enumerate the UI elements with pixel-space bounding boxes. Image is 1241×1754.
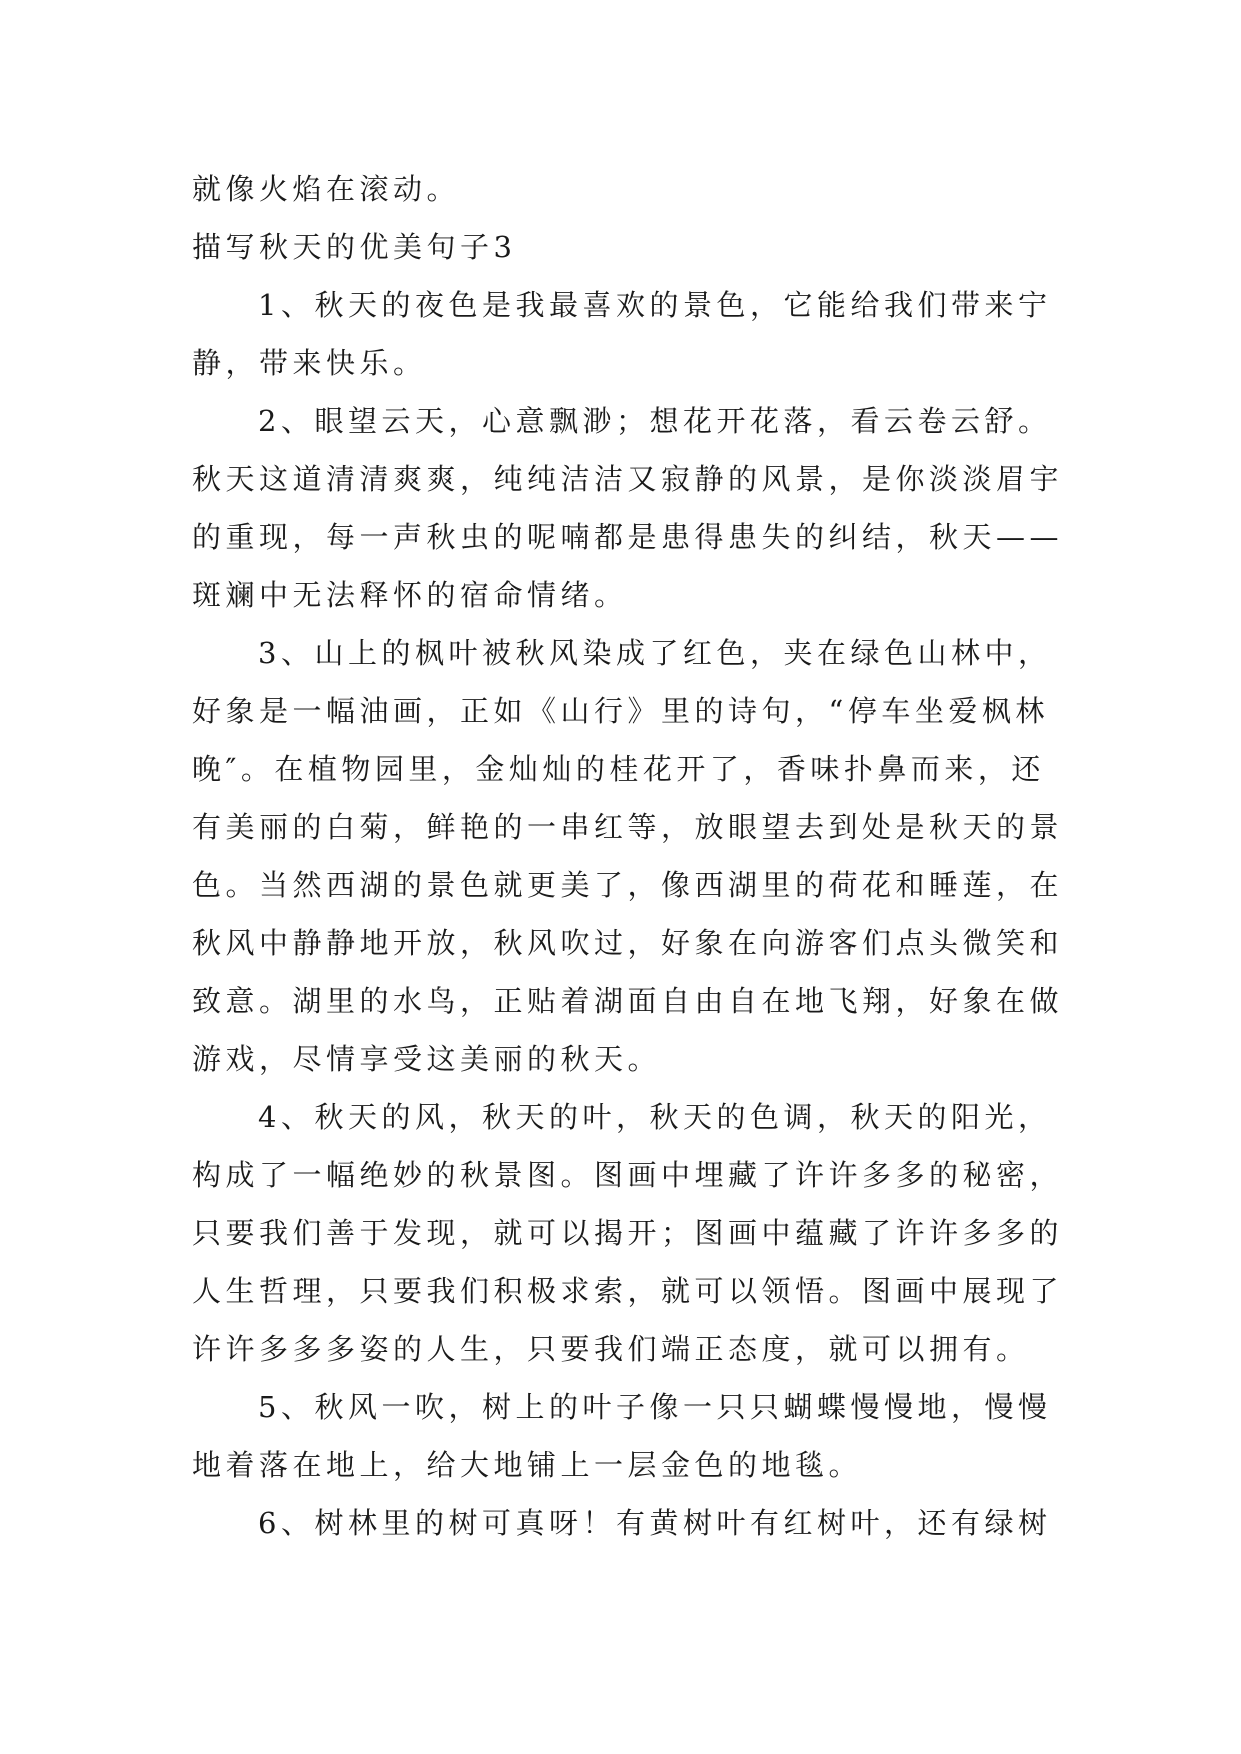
paragraph-3 [192,624,1062,1088]
text-line: 秋风中静静地开放，秋风吹过，好象在向游客们点头微笑和 [192,926,1064,960]
text-line: 的重现，每一声秋虫的呢喃都是患得患失的纠结，秋天—— [192,520,1064,554]
text-line: 有美丽的白菊，鲜艳的一串红等，放眼望去到处是秋天的景 [192,810,1064,844]
text-line: 只要我们善于发现，就可以揭开；图画中蕴藏了许许多多的 [192,1216,1064,1250]
text-line: 秋天这道清清爽爽，纯纯洁洁又寂静的风景，是你淡淡眉宇 [192,462,1064,496]
document-body [192,160,1062,1552]
paragraph-2 [192,392,1062,624]
text-line: 许许多多多姿的人生，只要我们端正态度，就可以拥有。 [192,1332,1030,1366]
paragraph-1 [192,276,1062,392]
paragraph-5 [192,1378,1062,1494]
text-line: 5、秋风一吹，树上的叶子像一只只蝴蝶慢慢地，慢慢 [258,1390,1052,1424]
paragraph-continuation [192,160,1062,218]
text-line: 就像火焰在滚动。 [192,172,461,206]
section-heading [192,218,1062,276]
text-line: 6、树林里的树可真呀！有黄树叶有红树叶，还有绿树 [258,1506,1052,1540]
text-line: 晚″。在植物园里，金灿灿的桂花开了，香味扑鼻而来，还 [192,752,1045,786]
paragraph-6 [192,1494,1062,1552]
text-line: 1、秋天的夜色是我最喜欢的景色，它能给我们带来宁 [258,288,1052,322]
text-line: 构成了一幅绝妙的秋景图。图画中埋藏了许许多多的秘密， [192,1158,1064,1192]
paragraph-4 [192,1088,1062,1378]
text-line: 2、眼望云天，心意飘渺；想花开花落，看云卷云舒。 [258,404,1052,438]
heading-text: 描写秋天的优美句子3 [192,230,517,264]
text-line: 3、山上的枫叶被秋风染成了红色，夹在绿色山林中， [258,636,1052,670]
text-line: 静，带来快乐。 [192,346,427,380]
text-line: 人生哲理，只要我们积极求索，就可以领悟。图画中展现了 [192,1274,1064,1308]
text-line: 地着落在地上，给大地铺上一层金色的地毯。 [192,1448,863,1482]
text-line: 好象是一幅油画，正如《山行》里的诗句，“停车坐爱枫林 [192,694,1049,728]
text-line: 斑斓中无法释怀的宿命情绪。 [192,578,628,612]
text-line: 色。当然西湖的景色就更美了，像西湖里的荷花和睡莲，在 [192,868,1064,902]
text-line: 4、秋天的风，秋天的叶，秋天的色调，秋天的阳光， [258,1100,1052,1134]
text-line: 致意。湖里的水鸟，正贴着湖面自由自在地飞翔，好象在做 [192,984,1064,1018]
text-line: 游戏，尽情享受这美丽的秋天。 [192,1042,662,1076]
